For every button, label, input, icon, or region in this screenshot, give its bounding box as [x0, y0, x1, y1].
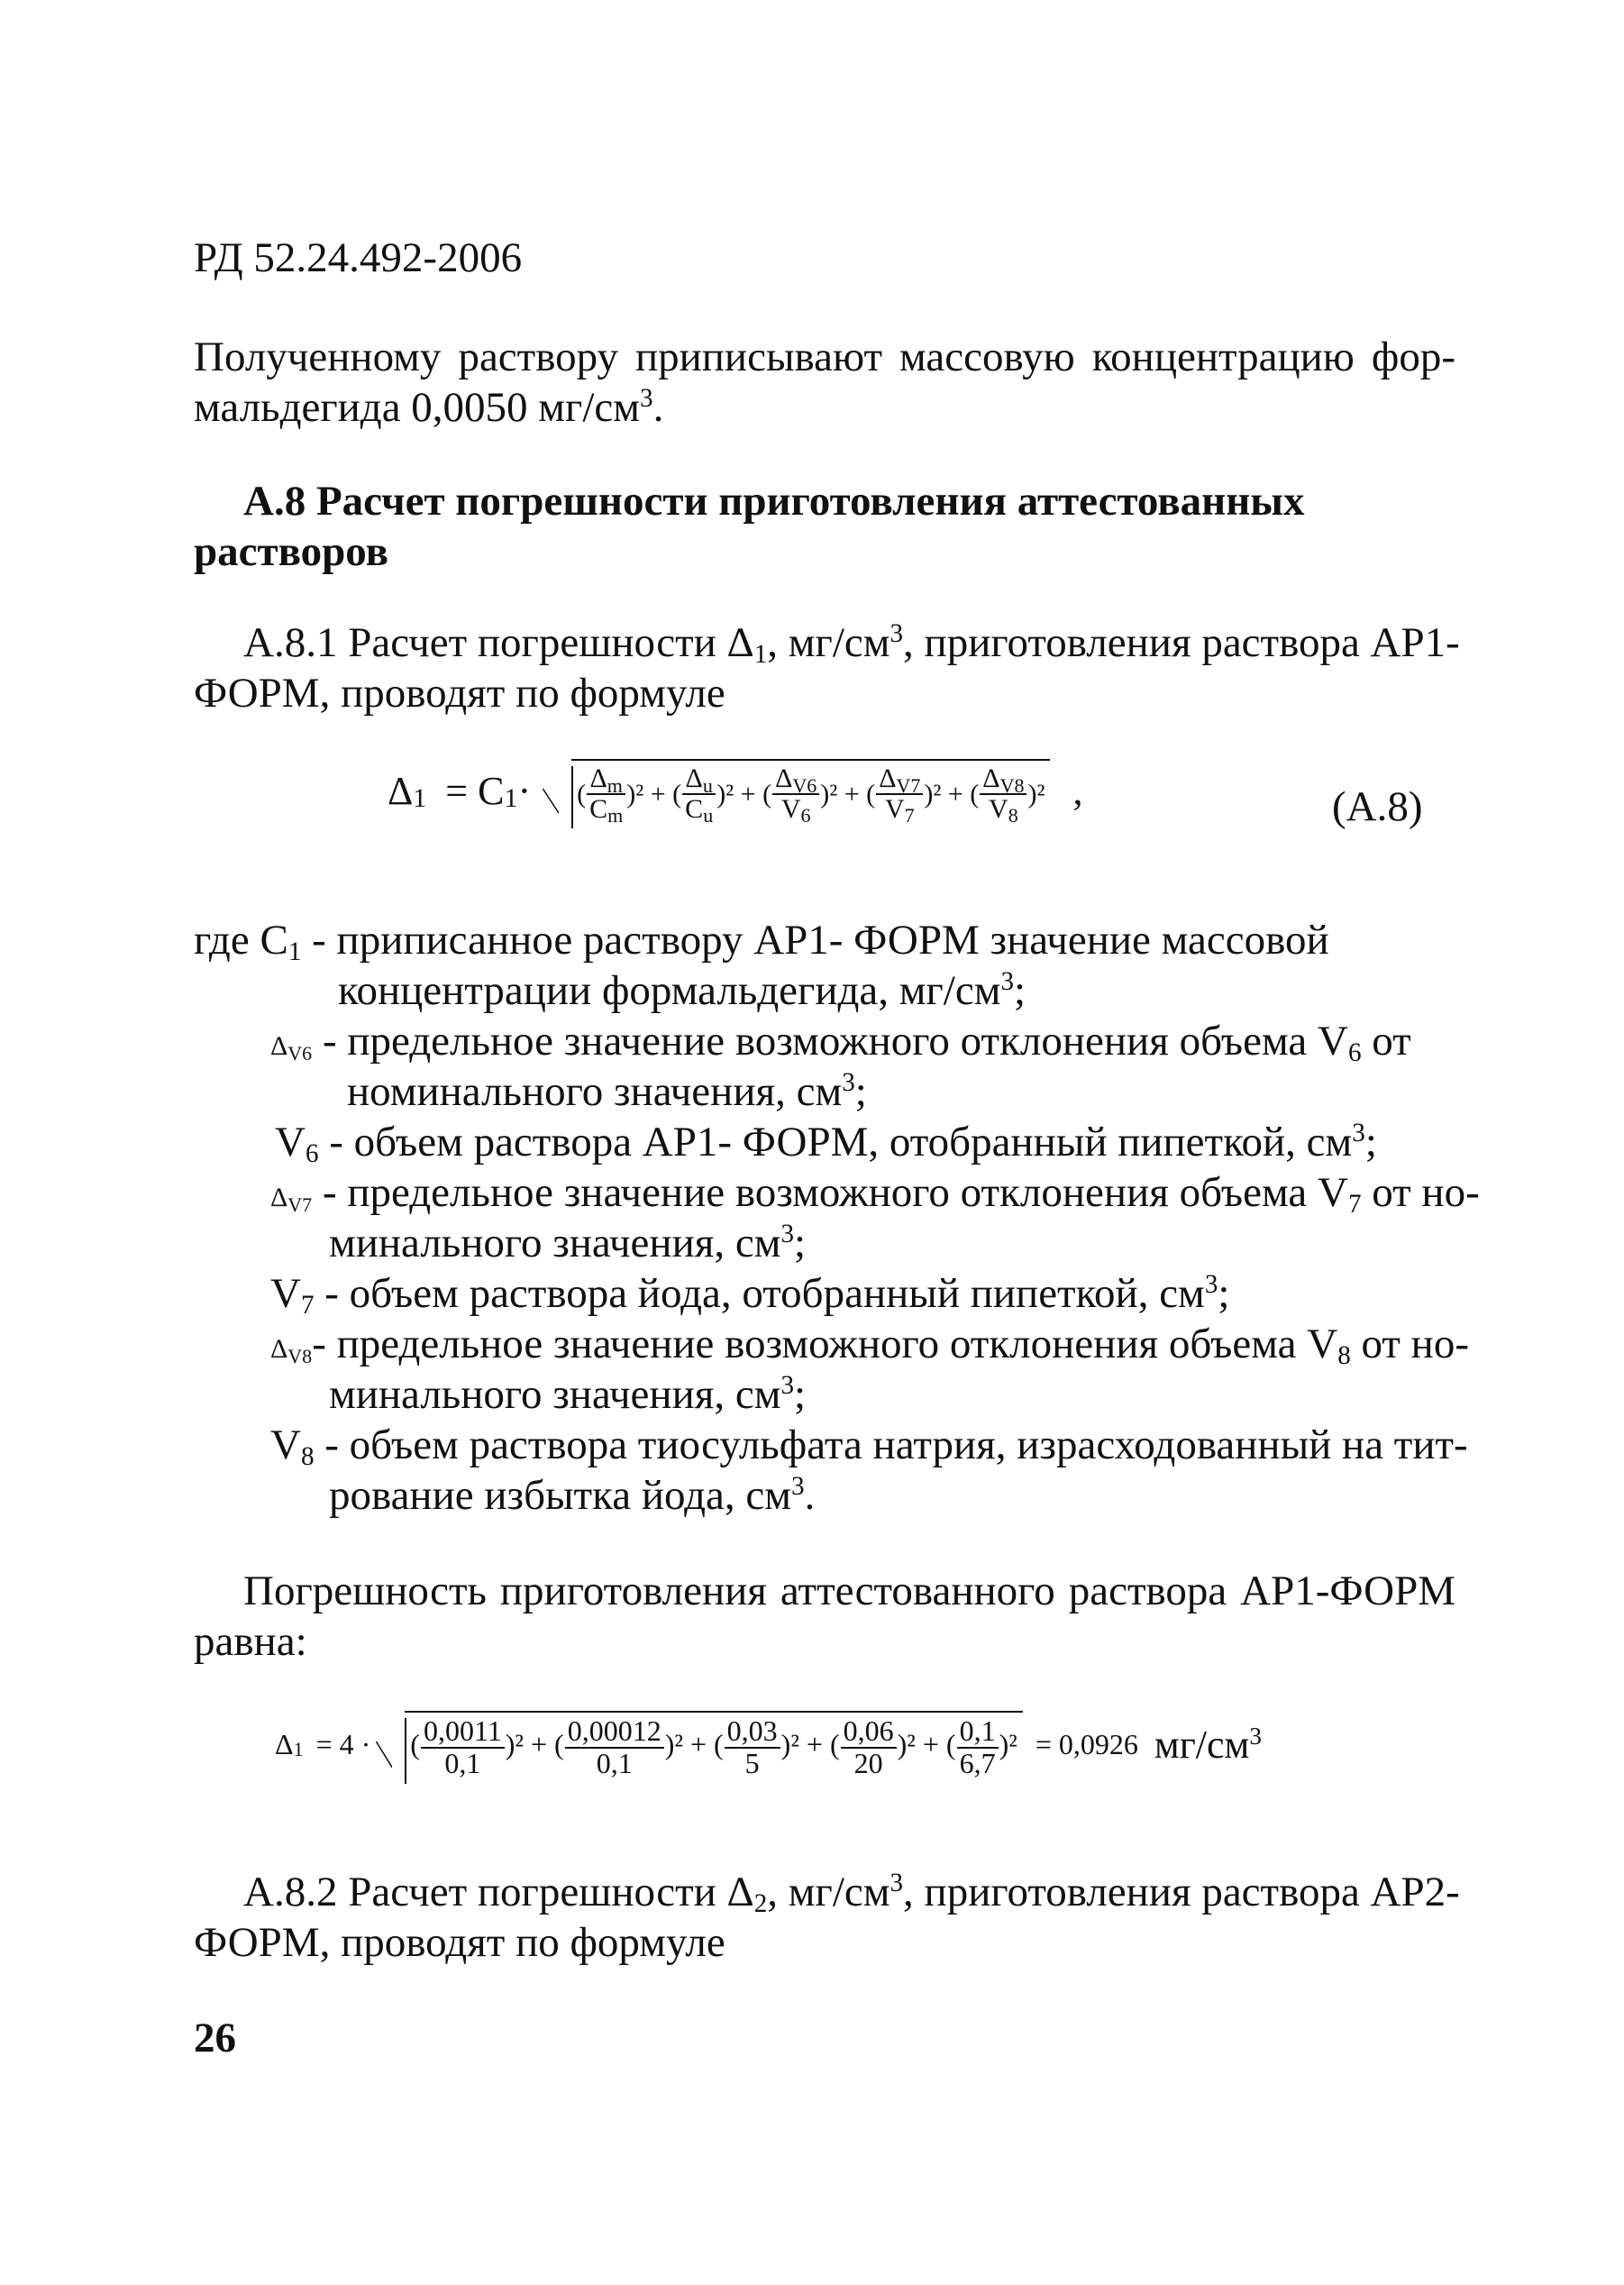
para-a81-line-1: А.8.1 Расчет погрешности $\Delta_1$, $мг/см^3$, приготовления раствора АР1- [243, 618, 1460, 670]
formula-a8: $\Delta_1 = C_1\cdot$ ( $\frac{\Delta_m}{C_m}$ )² + ( $\frac{\Delta_u}{C_u}$ )² + ( $\frac{\Delta_{V6}}{V_6}$ )² + ( $\frac{\Delta_{V7}}{V_7}$ )² + ( $\frac{\Delta_{V8}}{V_8}$ )² , [388, 759, 1082, 823]
fraction: $\frac{\Delta_u}{C_u}$ [682, 764, 716, 823]
para-error-line-1: Погрешность приготовления аттестованного раствора АР1-ФОРМ [243, 1568, 1455, 1614]
fraction: $\frac{0,1}{6,7}$ [957, 1716, 999, 1778]
fraction: $\frac{0,03}{5}$ [725, 1716, 780, 1778]
section-title-line-2: растворов [194, 528, 388, 575]
definition-dv8: $\Delta_{V8}-$ предельное значение возможного отклонения объема $V_8$ от но- [270, 1321, 1469, 1371]
para-a81-line-2: ФОРМ, проводят по формуле [194, 670, 725, 717]
definition-dv6-cont: номинального значения, $см^3$; [347, 1067, 867, 1115]
para-a82-line-1: А.8.2 Расчет погрешности $\Delta_2$, $мг/см^3$, приготовления раствора АР2- [243, 1868, 1460, 1919]
definition-c1-cont: концентрации формальдегида, $мг/см^3$; [338, 966, 1026, 1014]
definition-dv7: $\Delta_{V7}$ - предельное значение возможного отклонения объема $V_7$ от но- [270, 1169, 1480, 1220]
definition-v8: $V_8$ - объем раствора тиосульфата натрия, израсходованный на тит- [270, 1421, 1468, 1472]
formula-calc-unit: $мг/см^3$ [1154, 1723, 1262, 1768]
definition-v7: $V_7$ - объем раствора йода, отобранный пипеткой, $см^3$; [270, 1269, 1230, 1321]
formula-a8-radical: ( $\frac{\Delta_m}{C_m}$ )² + ( $\frac{\Delta_u}{C_u}$ )² + ( $\frac{\Delta_{V6}}{V_6}$ )² + ( $\frac{\Delta_{V7}}{V_7}$ )² + ( $\frac{\Delta_{V8}}{V_8}$ )² [571, 759, 1050, 823]
definition-dv7-cont: минального значения, $см^3$; [329, 1219, 807, 1266]
para-error-line-2: равна: [194, 1618, 307, 1665]
definition-dv6: $\Delta_{V6}$ - предельное значение возможного отклонения объема $V_6$ от [270, 1018, 1411, 1068]
intro-line-1: Полученному раствору приписывают массовую концентрацию фор- [194, 334, 1455, 380]
fraction: $\frac{\Delta_{V7}}{V_7}$ [876, 764, 923, 823]
fraction: $\frac{0,0011}{0,1}$ [421, 1716, 505, 1778]
formula-calc-radical: ( $\frac{0,0011}{0,1}$ )² + ( $\frac{0,00012}{0,1}$ )² + ( $\frac{0,03}{5}$ )² + ( $\frac{0,06}{20}$ )² + ( $\frac{0,1}{6,7}$ )² [405, 1711, 1023, 1778]
formula-calculation: $\Delta_1 = 4$ · ( $\frac{0,0011}{0,1}$ )² + ( $\frac{0,00012}{0,1}$ )² + ( $\frac{0,03}{5}$ )² + ( $\frac{0,06}{20}$ )² + ( $\frac{0,1}{6,7}$ )² = 0,0926 $мг/см^3$ [275, 1711, 1262, 1778]
fraction: $\frac{\Delta_{V6}}{V_6}$ [772, 764, 819, 823]
page-number: 26 [194, 2015, 236, 2061]
definition-c1: где $C_1$ - приписанное раствору АР1- ФОРМ значение массовой [194, 917, 1329, 967]
document-code: РД 52.24.492-2006 [194, 234, 523, 281]
equation-number: (А.8) [1332, 783, 1423, 830]
fraction: $\frac{\Delta_m}{C_m}$ [587, 764, 625, 823]
definition-v6: $V_6$ - объем раствора АР1- ФОРМ, отобранный пипеткой, $см^3$; [275, 1118, 1377, 1169]
fraction: $\frac{\Delta_{V8}}{V_8}$ [980, 764, 1026, 823]
intro-line-2: мальдегида 0,0050 $мг/см^3$. [194, 383, 664, 431]
fraction: $\frac{0,00012}{0,1}$ [565, 1716, 664, 1778]
section-title-line-1: А.8 Расчет погрешности приготовления аттестованных [243, 478, 1305, 525]
definition-dv8-cont: минального значения, $см^3$; [329, 1370, 807, 1418]
fraction: $\frac{0,06}{20}$ [841, 1716, 897, 1778]
para-a82-line-2: ФОРМ, проводят по формуле [194, 1919, 725, 1966]
definition-v8-cont: рование избытка йода, $см^3$. [329, 1471, 816, 1519]
